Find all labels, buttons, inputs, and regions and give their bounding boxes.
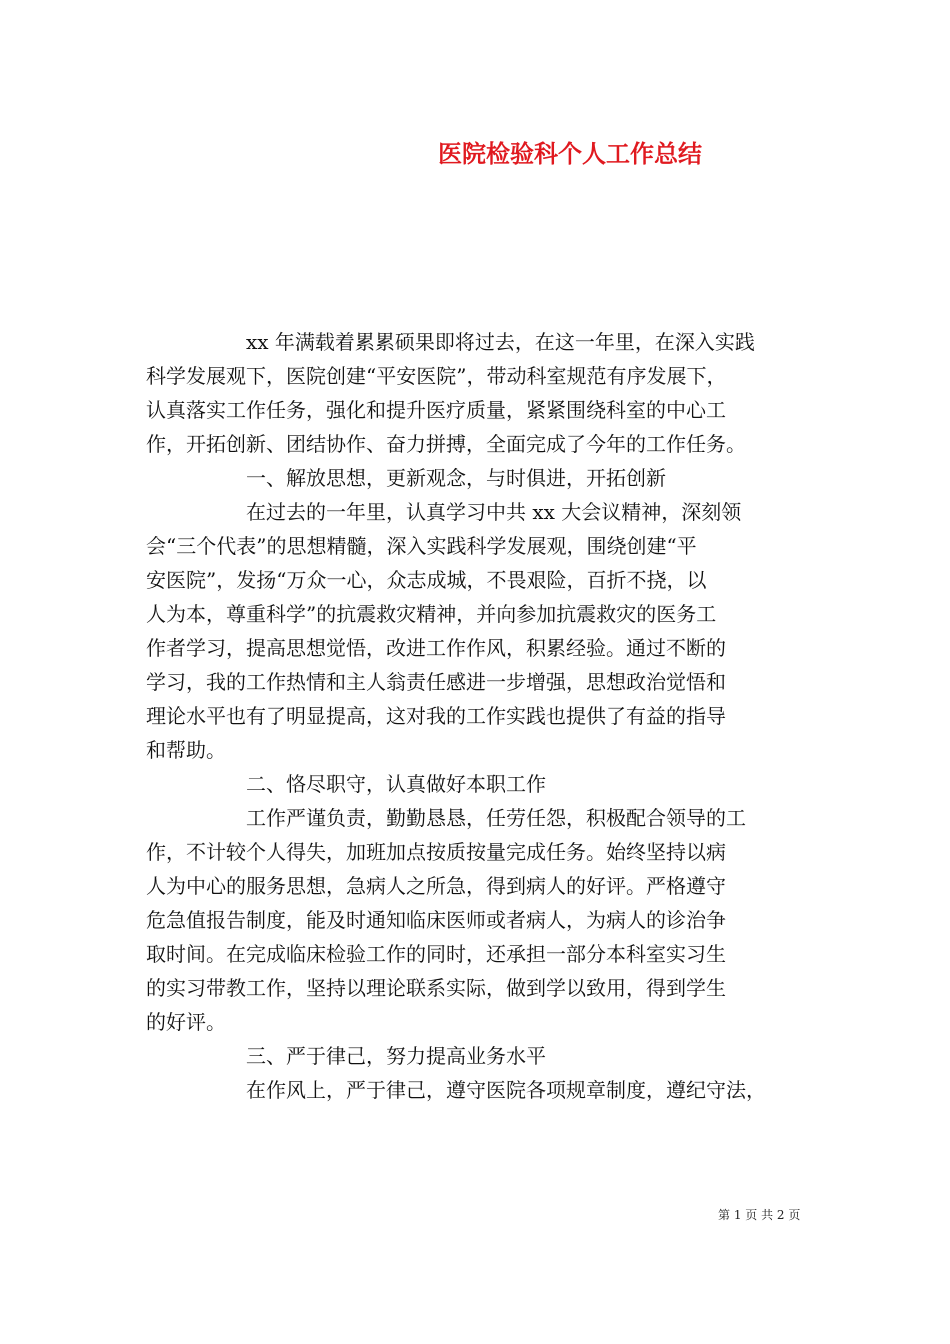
paragraph-line: 理论水平也有了明显提高，这对我的工作实践也提供了有益的指导 [146,704,726,728]
paragraph-line: 人为中心的服务思想，急病人之所急，得到病人的好评。严格遵守 [146,874,726,898]
paragraph-line: 安医院”，发扬“万众一心，众志成城，不畏艰险，百折不挠，以 [146,568,707,592]
paragraph-line: 的好评。 [146,1010,226,1034]
paragraph-line: 人为本，尊重科学”的抗震救灾精神，并向参加抗震救灾的医务工 [146,602,717,626]
section-heading-2: 二、恪尽职守，认真做好本职工作 [146,772,546,796]
paragraph-line: 认真落实工作任务，强化和提升医疗质量，紧紧围绕科室的中心工 [146,398,726,422]
paragraph-line: 取时间。在完成临床检验工作的同时，还承担一部分本科室实习生 [146,942,726,966]
paragraph-line: 工作严谨负责，勤勤恳恳，任劳任怨，积极配合领导的工 [146,806,746,830]
paragraph-line: 作，不计较个人得失，加班加点按质按量完成任务。始终坚持以病 [146,840,726,864]
paragraph-line: 的实习带教工作，坚持以理论联系实际，做到学以致用，得到学生 [146,976,726,1000]
document-body [146,325,808,1107]
section-heading-1: 一、解放思想，更新观念，与时俱进，开拓创新 [146,466,666,490]
paragraph-line: 在过去的一年里，认真学习中共 xx 大会议精神，深刻领 [146,500,742,524]
page-number: 第 1 页 共 2 页 [718,1208,801,1222]
paragraph-line: 在作风上，严于律己，遵守医院各项规章制度，遵纪守法， [146,1078,766,1102]
document-title: 医院检验科个人工作总结 [438,139,702,168]
paragraph-line: 和帮助。 [146,738,226,762]
paragraph-line: 科学发展观下，医院创建“平安医院”，带动科室规范有序发展下， [146,364,727,388]
paragraph-line: 作，开拓创新、团结协作、奋力拼搏，全面完成了今年的工作任务。 [146,432,746,456]
paragraph-line: 学习，我的工作热情和主人翁责任感进一步增强，思想政治觉悟和 [146,670,726,694]
paragraph-line: 危急值报告制度，能及时通知临床医师或者病人，为病人的诊治争 [146,908,726,932]
paragraph-line: 作者学习，提高思想觉悟，改进工作作风，积累经验。通过不断的 [146,636,726,660]
paragraph-line: xx 年满载着累累硕果即将过去，在这一年里，在深入实践 [146,330,755,354]
section-heading-3: 三、严于律己，努力提高业务水平 [146,1044,546,1068]
paragraph-line: 会“三个代表”的思想精髓，深入实践科学发展观，围绕创建“平 [146,534,697,558]
